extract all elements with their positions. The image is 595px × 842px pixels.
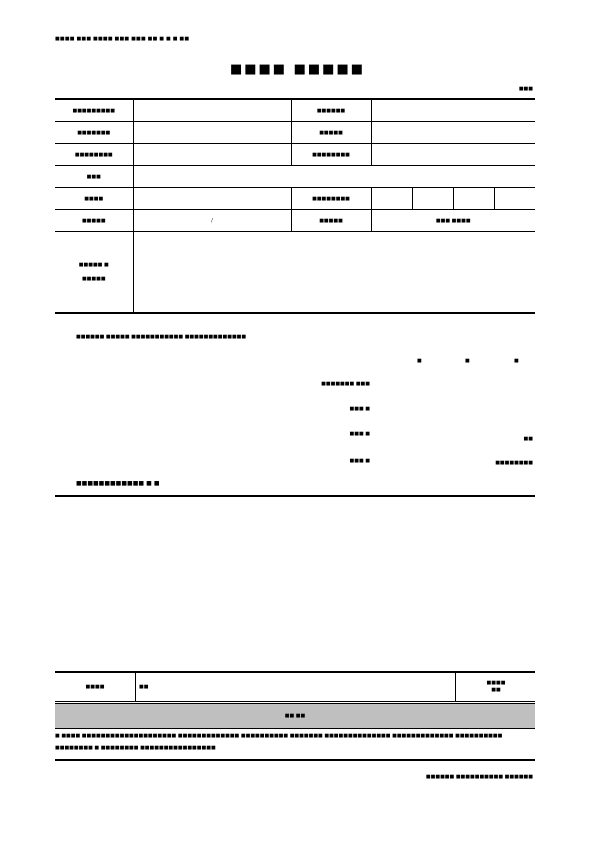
attachment-label: ■■■■ (55, 673, 136, 701)
field-label: ■■■ (55, 166, 133, 188)
field-label: ■■■■■■■■ (291, 144, 371, 166)
seal-mark[interactable]: ■■ (523, 436, 533, 442)
divider (55, 495, 535, 497)
signature-label: ■■■■■■■ ■■■ (321, 381, 370, 387)
field-label: ■■■■■■■ (55, 122, 133, 144)
field-value[interactable] (371, 144, 535, 166)
field-value[interactable] (133, 144, 291, 166)
signature-value[interactable]: ■■■■■■■■ (495, 460, 533, 466)
field-label: ■■■■■ (291, 122, 371, 144)
table-row (55, 188, 535, 210)
number-box[interactable] (371, 188, 412, 210)
date-month-mark: ■ (465, 358, 470, 364)
attachment-value[interactable]: ■■ (139, 684, 149, 690)
signature-label: ■■■ ■ (349, 431, 370, 437)
field-label: ■■■■■■ (291, 99, 371, 122)
field-label: ■■■■ (55, 188, 133, 210)
field-label: ■■■■■ ■ ■■■■■ (55, 232, 133, 314)
form-number: ■■■■ ■■■ ■■■■ ■■■ ■■■ ■■ ■ ■ ■ ■■ (55, 36, 190, 42)
field-value[interactable] (133, 122, 291, 144)
field-value[interactable] (133, 188, 291, 210)
document-title: ■■■■ ■■■■■ (229, 62, 366, 77)
field-value[interactable] (133, 232, 535, 314)
notes-text: ■ ■■■■ ■■■■■■■■■■■■■■■■■■■■ ■■■■■■■■■■■■■ ■■■■■■■■■■ ■■■■■■■ ■■■■■■■■■■■■■■ ■■■■■■■■■■■■■ ■■■■■■■■■■ ■■■■■■■■ ■ ■■■■■■■■ ■■■■■■■■■■■■■■■■ (55, 733, 503, 751)
field-value[interactable]: / (133, 210, 291, 232)
paper-spec-footer: ■■■■■■ ■■■■■■■■■■ ■■■■■■ (425, 774, 533, 780)
field-value[interactable] (133, 99, 291, 122)
field-label: ■■■■■ (291, 210, 371, 232)
table-row (55, 99, 535, 122)
number-box[interactable] (412, 188, 453, 210)
table-row (55, 144, 535, 166)
field-value[interactable] (133, 166, 535, 188)
declaration-text: ■■■■■■ ■■■■■ ■■■■■■■■■■■ ■■■■■■■■■■■■■ (76, 334, 247, 340)
attachment-row (55, 671, 535, 702)
unit-label: ■■■ (518, 86, 533, 92)
number-box[interactable] (453, 188, 494, 210)
procedure-bar: ■■ ■■ (55, 703, 535, 729)
signature-label: ■■■ ■ (349, 458, 370, 464)
table-row (55, 166, 535, 188)
date-day-mark: ■ (514, 358, 519, 364)
table-row (55, 210, 535, 232)
field-value[interactable]: ■■■ ■■■■ (371, 210, 535, 232)
signature-label: ■■■ ■ (349, 406, 370, 412)
field-label: ■■■■■■■■ (291, 188, 371, 210)
divider (55, 759, 535, 761)
table-row (55, 232, 535, 314)
table-row (55, 122, 535, 144)
date-year-mark: ■ (417, 358, 422, 364)
number-box[interactable] (494, 188, 535, 210)
field-label: ■■■■■■■■ (55, 144, 133, 166)
application-table (55, 98, 535, 314)
recipient-line: ■■■■■■■■■■■■ ■ ■ (76, 480, 160, 487)
fee-box: ■■■■ ■■ (455, 673, 536, 701)
field-value[interactable] (371, 122, 535, 144)
field-label: ■■■■■ (55, 210, 133, 232)
field-value[interactable] (371, 99, 535, 122)
field-label: ■■■■■■■■■ (55, 99, 133, 122)
